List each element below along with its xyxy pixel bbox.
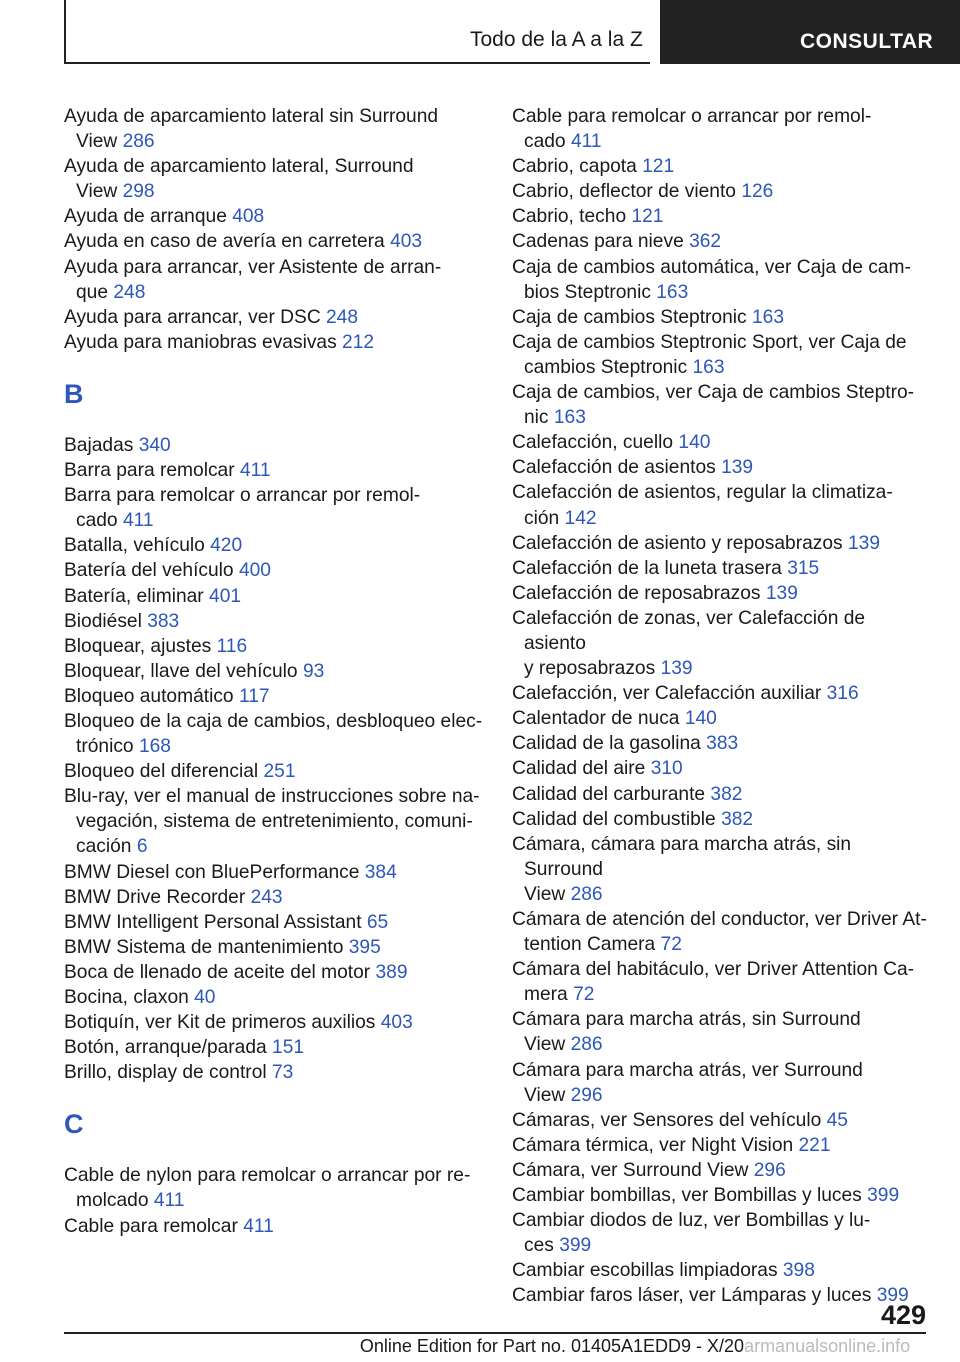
index-entry — [64, 609, 484, 634]
index-column-right — [512, 104, 932, 1309]
index-entry-text: Caja de cambios Steptronic 163 — [512, 306, 784, 328]
index-entry — [64, 104, 484, 154]
index-entry-text: BMW Drive Recorder 243 — [64, 886, 283, 908]
index-entry — [64, 558, 484, 583]
index-entry — [64, 533, 484, 558]
index-entry-text: BMW Intelligent Personal Assistant 65 — [64, 911, 389, 933]
index-entry — [512, 154, 932, 179]
index-entry — [512, 706, 932, 731]
index-entry — [512, 1258, 932, 1283]
index-entry-text: Batalla, vehículo 420 — [64, 535, 243, 557]
index-entry — [512, 104, 932, 154]
index-entry-text: vegación, sistema de entretenimiento, comuni- — [76, 811, 473, 833]
index-entry — [64, 910, 484, 935]
index-entry-text: Calefacción de reposabrazos 139 — [512, 582, 798, 604]
page-reference-link[interactable]: 399 — [876, 1285, 909, 1307]
index-entry — [64, 1060, 484, 1085]
page-reference-link[interactable]: 40 — [194, 987, 216, 1008]
page-reference-link[interactable]: 117 — [238, 685, 270, 707]
index-entry-text: Barra para remolcar o arrancar por remol- — [64, 485, 421, 507]
index-entry-text: Bloquear, llave del vehículo 93 — [64, 660, 325, 682]
index-entry-text: Caja de cambios, ver Caja de cambios Steptro- — [512, 382, 915, 404]
index-entry — [64, 659, 484, 684]
page-reference-link[interactable]: 403 — [380, 1012, 413, 1034]
page-reference-link[interactable]: 163 — [692, 356, 725, 378]
page-reference-link[interactable]: 139 — [848, 532, 881, 554]
index-entry-text: que 248 — [76, 281, 146, 303]
index-entry — [64, 684, 484, 709]
page-reference-link[interactable]: 383 — [706, 733, 739, 755]
index-entry — [512, 455, 932, 480]
index-entry-text: cado 411 — [76, 510, 154, 532]
index-entry-text: BMW Diesel con BluePerformance 384 — [64, 861, 397, 883]
index-entry — [64, 985, 484, 1010]
index-entry-text: cación 6 — [76, 836, 148, 858]
index-entry-text: Bloqueo del diferencial 251 — [64, 761, 296, 783]
page-reference-link[interactable]: 140 — [684, 708, 717, 730]
index-entry — [512, 1183, 932, 1208]
index-entry-text: Biodiésel 383 — [64, 610, 180, 632]
index-entry-text: Ayuda de aparcamiento lateral, Surround — [64, 156, 414, 178]
index-entry — [512, 756, 932, 781]
index-entry-text: Calefacción de zonas, ver Calefacción de asiento — [512, 607, 866, 654]
index-entry — [512, 957, 932, 1007]
page-reference-link[interactable]: 398 — [782, 1260, 815, 1282]
page-reference-link[interactable]: 121 — [642, 156, 675, 178]
page-reference-link[interactable]: 65 — [366, 911, 389, 933]
page-reference-link[interactable]: 126 — [741, 181, 774, 203]
page-reference-link[interactable]: 411 — [239, 460, 271, 482]
header-rule-bottom — [64, 62, 650, 64]
footer — [0, 1336, 960, 1357]
page-reference-link[interactable]: 411 — [570, 131, 602, 153]
index-entry — [512, 480, 932, 530]
page-reference-link[interactable]: 72 — [660, 934, 682, 956]
page-reference-link[interactable]: 45 — [826, 1109, 848, 1131]
index-entry — [64, 584, 484, 609]
index-entry-text: Calefacción, ver Calefacción auxiliar 316 — [512, 683, 859, 705]
section-title: Todo de la A a la Z — [470, 28, 643, 51]
page-reference-link[interactable]: 73 — [271, 1062, 294, 1084]
page-reference-link[interactable]: 411 — [153, 1190, 185, 1212]
index-entry-text: Calefacción de asientos 139 — [512, 457, 754, 479]
index-entry — [512, 606, 932, 681]
index-entry — [512, 305, 932, 330]
index-entry — [64, 1010, 484, 1035]
footer-edition: Online Edition for Part no. 01405A1EDD9 - X/20 — [359, 1336, 745, 1356]
index-entry — [512, 204, 932, 229]
index-entry-text: Calidad del combustible 382 — [512, 808, 754, 830]
index-entry — [64, 229, 484, 254]
index-entry — [64, 709, 484, 759]
index-entry-text: Cámara, ver Surround View 296 — [512, 1159, 786, 1181]
index-entry — [64, 305, 484, 330]
index-entry — [64, 960, 484, 985]
index-entry-text: Cámara para marcha atrás, ver Surround — [512, 1059, 863, 1081]
index-entry-text: mera 72 — [524, 984, 595, 1006]
page-reference-link[interactable]: 116 — [216, 635, 248, 657]
index-entry-text: Bloquear, ajustes 116 — [64, 635, 248, 657]
index-entry-text: Cambiar escobillas limpiadoras 398 — [512, 1260, 815, 1282]
index-entry-text: Ayuda de arranque 408 — [64, 206, 265, 228]
index-entry — [64, 483, 484, 533]
index-entry-text: Brillo, display de control 73 — [64, 1062, 294, 1084]
index-entry-text: Caja de cambios Steptronic Sport, ver Caja de — [512, 331, 907, 353]
index-entry — [512, 430, 932, 455]
page-reference-link[interactable]: 286 — [570, 1034, 603, 1056]
index-entry-text: Ayuda para arrancar, ver DSC 248 — [64, 306, 359, 328]
index-entry-text: nic 163 — [524, 407, 586, 429]
index-entry-text: Calidad de la gasolina 383 — [512, 733, 739, 755]
page-reference-link[interactable]: 382 — [721, 808, 754, 830]
index-entry-text: Cabrio, techo 121 — [512, 206, 664, 228]
page-reference-link[interactable]: 340 — [138, 434, 171, 456]
index-entry-text: Batería del vehículo 400 — [64, 560, 271, 582]
index-entry-text: molcado 411 — [76, 1190, 185, 1212]
page-reference-link[interactable]: 93 — [302, 660, 325, 682]
page-reference-link[interactable]: 139 — [721, 457, 754, 479]
page-reference-link[interactable]: 383 — [147, 610, 180, 632]
index-entry-text: tention Camera 72 — [524, 934, 682, 956]
footer-rule — [64, 1332, 926, 1334]
index-entry-text: Botón, arranque/parada 151 — [64, 1037, 305, 1059]
index-entry — [512, 229, 932, 254]
page-reference-link[interactable]: 286 — [122, 131, 155, 153]
index-entry — [512, 179, 932, 204]
index-entry-text: Cambiar diodos de luz, ver Bombillas y lu- — [512, 1210, 871, 1232]
page-reference-link[interactable]: 420 — [210, 535, 243, 557]
page-reference-link[interactable]: 389 — [375, 961, 408, 983]
index-entry-text: Ayuda en caso de avería en carretera 403 — [64, 231, 423, 253]
index-entry-text: Ayuda de aparcamiento lateral sin Surround — [64, 106, 439, 127]
index-entry-text: y reposabrazos 139 — [524, 658, 693, 680]
page-reference-link[interactable]: 362 — [689, 231, 722, 253]
page-reference-link[interactable]: 251 — [263, 761, 296, 783]
index-entry-text: Ayuda para maniobras evasivas 212 — [64, 331, 375, 353]
footer-watermark: armanualsonline.info — [744, 1336, 911, 1356]
index-entry-text: Cámara de atención del conductor, ver Driver At- — [512, 909, 927, 930]
index-entry — [64, 433, 484, 458]
index-entry-text: bios Steptronic 163 — [524, 281, 689, 303]
page-reference-link[interactable]: 384 — [364, 861, 397, 883]
page-reference-link[interactable]: 310 — [650, 758, 683, 780]
page-reference-link[interactable]: 286 — [570, 883, 603, 905]
index-entry-text: Cámaras, ver Sensores del vehículo 45 — [512, 1109, 848, 1131]
page-reference-link[interactable]: 316 — [826, 683, 859, 705]
page-reference-link[interactable]: 140 — [678, 432, 711, 454]
header-rule-left — [64, 0, 66, 64]
index-entry — [512, 907, 932, 957]
index-entry-text: Calidad del carburante 382 — [512, 783, 743, 805]
index-entry — [512, 581, 932, 606]
index-entry-text: Calefacción, cuello 140 — [512, 432, 711, 454]
index-entry — [512, 1283, 932, 1308]
page-reference-link[interactable]: 296 — [570, 1084, 603, 1106]
page-reference-link[interactable]: 382 — [710, 783, 743, 805]
page-reference-link[interactable]: 408 — [232, 206, 265, 228]
page-reference-link[interactable]: 411 — [122, 510, 154, 532]
index-entry-text: Calidad del aire 310 — [512, 758, 683, 780]
page-reference-link[interactable]: 163 — [751, 306, 784, 328]
index-entry — [64, 255, 484, 305]
page-reference-link[interactable]: 243 — [250, 886, 283, 908]
index-entry — [512, 1108, 932, 1133]
index-entry — [512, 556, 932, 581]
page-reference-link[interactable]: 6 — [136, 836, 148, 858]
index-entry-text: Cámara para marcha atrás, sin Surround — [512, 1009, 861, 1031]
index-column-left — [64, 104, 484, 1239]
page-reference-link[interactable]: 139 — [765, 582, 798, 604]
index-entry-text: Ayuda para arrancar, ver Asistente de arran- — [64, 256, 442, 278]
index-entry-text: Cambiar bombillas, ver Bombillas y luces 399 — [512, 1185, 900, 1207]
index-entry — [64, 1214, 484, 1239]
section-tab[interactable] — [660, 0, 960, 64]
index-entry — [64, 885, 484, 910]
index-entry-text: Bocina, claxon 40 — [64, 987, 216, 1008]
index-entry-text: cado 411 — [524, 131, 602, 153]
index-entry-text: BMW Sistema de mantenimiento 395 — [64, 936, 381, 958]
index-entry-text: Cabrio, deflector de viento 126 — [512, 181, 774, 203]
index-entry — [512, 782, 932, 807]
index-entry — [512, 1133, 932, 1158]
page-reference-link[interactable]: 121 — [631, 206, 664, 228]
index-entry-text: Cadenas para nieve 362 — [512, 231, 722, 253]
index-entry-text: View 286 — [76, 131, 155, 153]
page-reference-link[interactable]: 72 — [573, 984, 595, 1006]
page-reference-link[interactable]: 248 — [113, 281, 146, 303]
index-entry-text: Cable para remolcar 411 — [64, 1215, 274, 1237]
index-entry — [512, 255, 932, 305]
index-entry-text: Caja de cambios automática, ver Caja de cam- — [512, 256, 911, 278]
page-reference-link[interactable]: 399 — [867, 1185, 900, 1207]
index-entry-text: Cable para remolcar o arrancar por remol- — [512, 106, 872, 127]
index-entry-text: Blu-ray, ver el manual de instrucciones sobre na- — [64, 786, 480, 808]
index-entry — [512, 1007, 932, 1057]
index-entry-text: Cámara del habitáculo, ver Driver Attention Ca- — [512, 959, 915, 981]
index-entry-text: Barra para remolcar 411 — [64, 460, 271, 482]
index-entry-text: Cabrio, capota 121 — [512, 156, 675, 178]
page-reference-link[interactable]: 163 — [553, 407, 586, 429]
index-entry — [512, 681, 932, 706]
page-reference-link[interactable]: 403 — [390, 231, 423, 253]
page-reference-link[interactable]: 411 — [243, 1215, 274, 1237]
index-letter-heading: C — [64, 1109, 84, 1140]
index-entry-text: Cable de nylon para remolcar o arrancar por re- — [64, 1165, 471, 1187]
page-reference-link[interactable]: 395 — [348, 936, 381, 958]
index-entry-text: cambios Steptronic 163 — [524, 356, 725, 378]
index-entry — [512, 731, 932, 756]
index-entry — [64, 330, 484, 355]
index-entry-text: ción 142 — [524, 507, 597, 529]
index-entry — [64, 935, 484, 960]
section-tab-label: CONSULTAR — [800, 30, 934, 53]
index-entry-text: Calefacción de la luneta trasera 315 — [512, 557, 820, 579]
index-entry — [64, 458, 484, 483]
page-number: 429 — [880, 1300, 926, 1330]
index-entry — [512, 1158, 932, 1183]
index-entry — [64, 1035, 484, 1060]
index-entry — [64, 204, 484, 229]
page-reference-link[interactable]: 212 — [342, 331, 375, 353]
index-letter-heading: B — [64, 378, 84, 409]
page-reference-link[interactable]: 168 — [138, 736, 171, 758]
index-entry — [512, 807, 932, 832]
index-entry — [64, 154, 484, 204]
index-entry-text: Cámara térmica, ver Night Vision 221 — [512, 1134, 831, 1156]
index-entry — [512, 330, 932, 380]
index-entry-text: View 296 — [524, 1084, 603, 1106]
index-entry — [512, 531, 932, 556]
index-entry-text: Botiquín, ver Kit de primeros auxilios 403 — [64, 1012, 413, 1034]
index-entry-text: Bajadas 340 — [64, 434, 171, 456]
page-reference-link[interactable]: 139 — [660, 658, 693, 680]
index-entry-text: Cambiar faros láser, ver Lámparas y luces 399 — [512, 1285, 909, 1307]
index-entry-text: View 286 — [524, 1034, 603, 1056]
page-reference-link[interactable]: 221 — [798, 1134, 831, 1156]
index-entry — [64, 860, 484, 885]
index-entry-text: Bloqueo de la caja de cambios, desbloqueo elec- — [64, 710, 483, 732]
index-entry-text: Batería, eliminar 401 — [64, 585, 242, 607]
index-entry — [64, 759, 484, 784]
page-reference-link[interactable]: 296 — [753, 1159, 786, 1181]
index-entry-text: Calefacción de asientos, regular la climatiza- — [512, 482, 893, 504]
page-reference-link[interactable]: 401 — [209, 585, 242, 607]
index-entry-text: trónico 168 — [76, 736, 171, 758]
page-reference-link[interactable]: 151 — [272, 1037, 305, 1059]
index-entry — [64, 1163, 484, 1213]
index-entry-text: Bloqueo automático 117 — [64, 685, 270, 707]
index-entry — [512, 832, 932, 907]
page-reference-link[interactable]: 142 — [564, 507, 597, 529]
page-reference-link[interactable]: 400 — [238, 560, 271, 582]
index-entry — [64, 634, 484, 659]
index-entry-text: Calefacción de asiento y reposabrazos 139 — [512, 532, 881, 554]
page-reference-link[interactable]: 315 — [787, 557, 820, 579]
index-entry-text: Boca de llenado de aceite del motor 389 — [64, 961, 408, 983]
index-entry-text: Cámara, cámara para marcha atrás, sin Surround — [512, 833, 852, 880]
index-entry — [512, 1058, 932, 1108]
index-entry-text: View 286 — [524, 883, 603, 905]
index-entry-text: ces 399 — [524, 1235, 592, 1257]
page-reference-link[interactable]: 399 — [559, 1235, 592, 1257]
index-entry — [512, 1208, 932, 1258]
page-reference-link[interactable]: 163 — [656, 281, 689, 303]
index-entry — [64, 784, 484, 859]
index-entry — [512, 380, 932, 430]
index-entry-text: Calentador de nuca 140 — [512, 708, 717, 730]
page-reference-link[interactable]: 298 — [122, 181, 155, 203]
page-reference-link[interactable]: 248 — [326, 306, 359, 328]
index-entry-text: View 298 — [76, 181, 155, 203]
